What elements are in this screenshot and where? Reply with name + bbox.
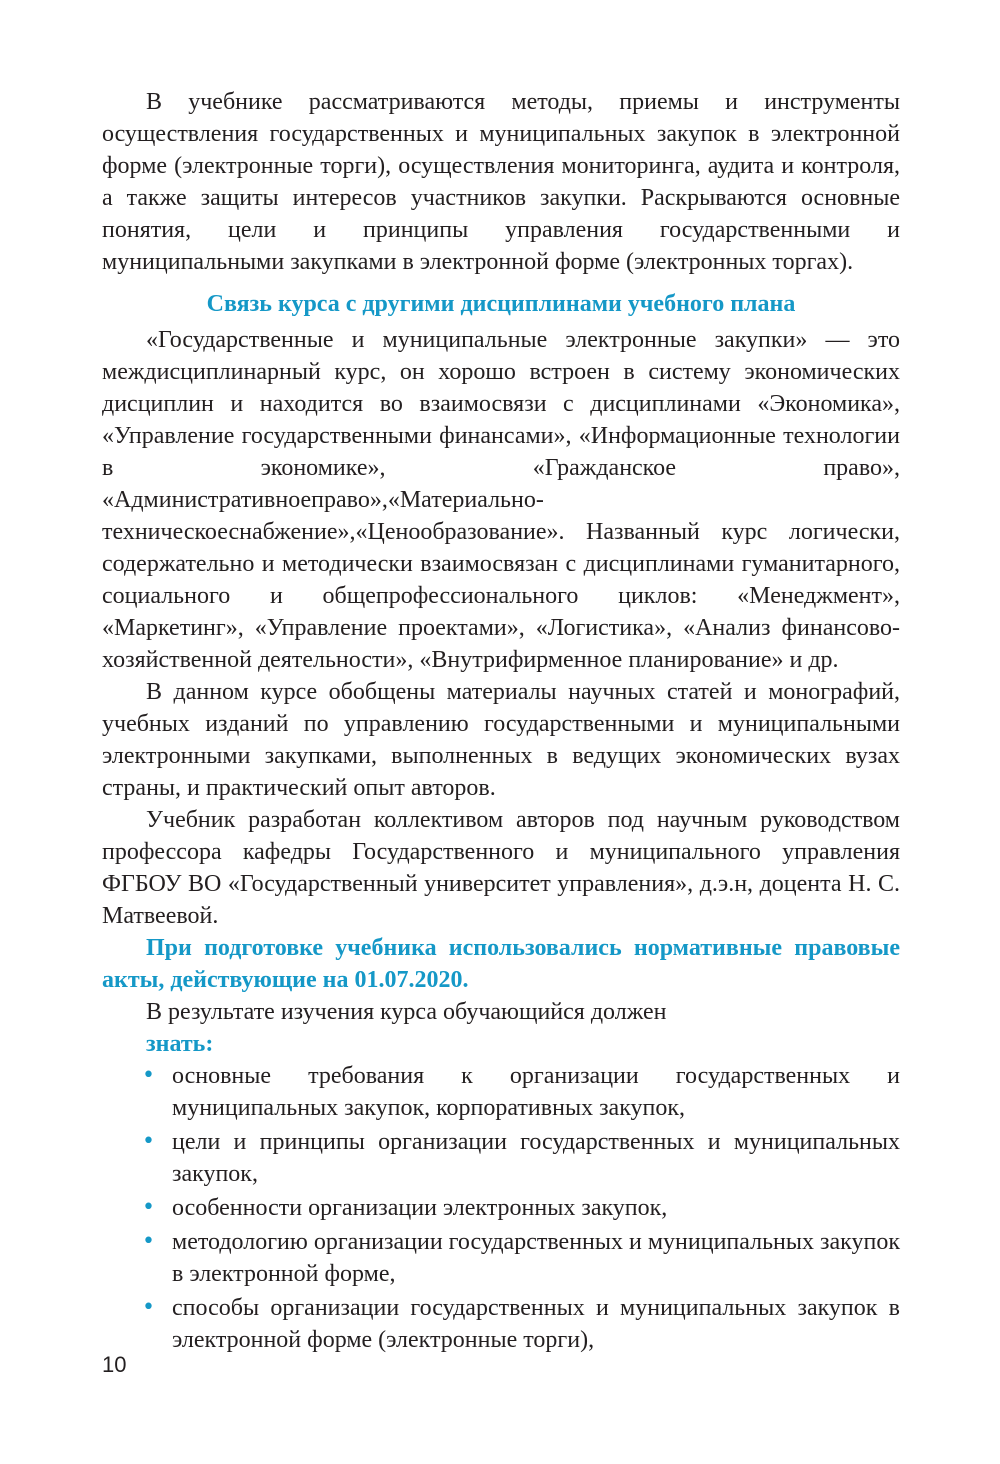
page-body bbox=[102, 86, 900, 1358]
paragraph-materials: В данном курсе обобщены материалы научных статей и монографий, учебных изданий по управлению государственными и муниципальными электронными закупками, выполненных в ведущих экономических вузах страны, и практический опыт авторов. bbox=[102, 679, 900, 801]
list-item bbox=[102, 1226, 900, 1290]
list-item bbox=[102, 1192, 900, 1224]
bullet-icon: • bbox=[142, 1295, 155, 1320]
bullet-icon: • bbox=[142, 1195, 155, 1220]
page-number: 10 bbox=[102, 1352, 127, 1377]
bullet-icon: • bbox=[142, 1229, 155, 1254]
paragraph-authors: Учебник разработан коллективом авторов под научным руководством профессора кафедры Государственного и муниципального управления ФГБОУ ВО «Государственный университет управления», д.э.н, доцента Н. С. Матвеевой. bbox=[102, 807, 900, 929]
list-item bbox=[102, 1060, 900, 1124]
list-item-text: особенности организации электронных закупок, bbox=[172, 1195, 668, 1221]
know-label: знать: bbox=[146, 1031, 214, 1057]
list-item-text: методологию организации государственных и муниципальных закупок в электронной форме, bbox=[172, 1229, 900, 1287]
section-heading: Связь курса с другими дисциплинами учебного плана bbox=[206, 291, 796, 317]
knowledge-list bbox=[102, 1060, 900, 1356]
list-item bbox=[102, 1126, 900, 1190]
list-item-text: цели и принципы организации государственных и муниципальных закупок, bbox=[172, 1129, 900, 1187]
bullet-icon: • bbox=[142, 1129, 155, 1154]
list-item-text: способы организации государственных и муниципальных закупок в электронной форме (электронные торги), bbox=[172, 1295, 900, 1353]
intro-paragraph: В учебнике рассматриваются методы, приемы и инструменты осуществления государственных и муниципальных закупок в электронной форме (электронные торги), осуществления мониторинга, аудита и контроля, а также защиты интересов участников закупки. Раскрываются основные понятия, цели и принципы управления государственными и муниципальными закупками в электронной форме (электронных торгах). bbox=[102, 89, 900, 275]
result-intro: В результате изучения курса обучающийся должен bbox=[146, 999, 667, 1025]
bullet-icon: • bbox=[142, 1063, 155, 1088]
accent-statement: При подготовке учебника использовались нормативные правовые акты, действующие на 01.07.2020. bbox=[102, 935, 900, 993]
list-item bbox=[102, 1292, 900, 1356]
list-item-text: основные требования к организации государственных и муниципальных закупок, корпоративных закупок, bbox=[172, 1063, 900, 1121]
paragraph-disciplines: «Государственные и муниципальные электронные закупки» — это междисциплинарный курс, он хорошо встроен в систему экономических дисциплин и находится во взаимосвязи с дисциплинами «Экономика», «Управление государственными финансами», «Информационные технологии в экономике», «Гражданское право», «Административноеправо»,«Материально-техническоеснабжение»,«Ценообразование». Названный курс логически, содержательно и методически взаимосвязан с дисциплинами гуманитарного, социального и общепрофессионального циклов: «Менеджмент», «Маркетинг», «Управление проектами», «Логистика», «Анализ финансово-хозяйственной деятельности», «Внутрифирменное планирование» и др. bbox=[102, 327, 900, 673]
